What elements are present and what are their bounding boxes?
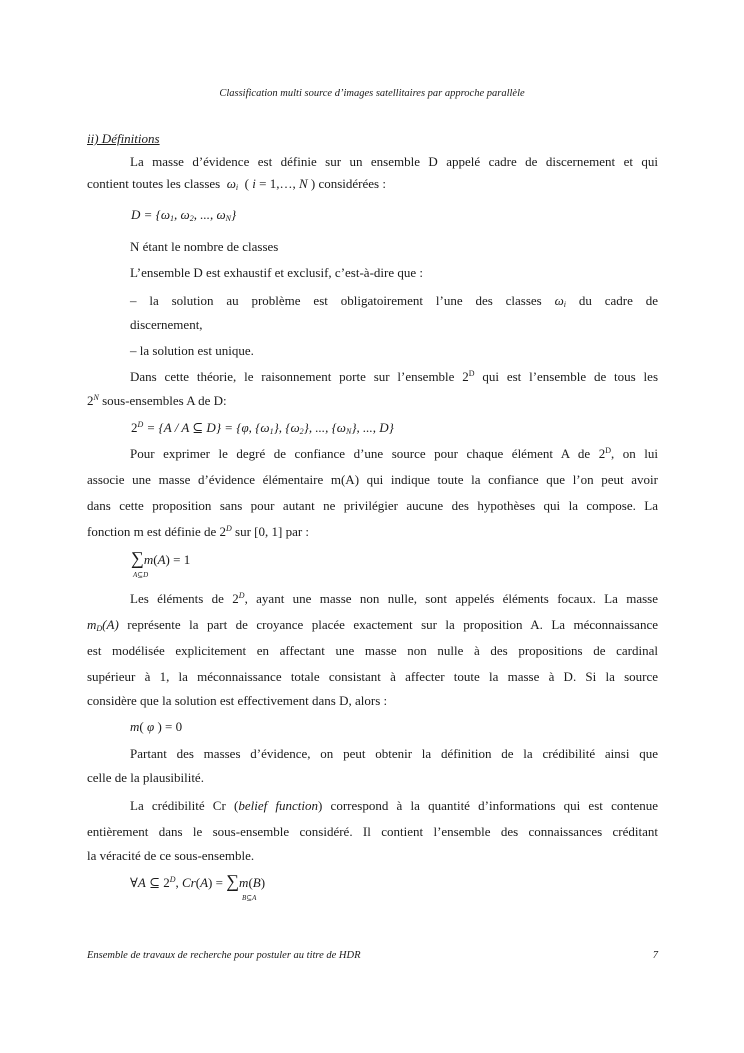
paragraph-4-line-4: supérieur à 1, la méconnaissance totale consistant à affecter toute la masse à D. Si la source bbox=[87, 669, 658, 684]
exhaustive-statement: L’ensemble D est exhaustif et exclusif, c’est-à-dire que : bbox=[130, 265, 423, 280]
running-header: Classification multi source d’images satellitaires par approche parallèle bbox=[219, 88, 525, 99]
paragraph-4-line-1: Les éléments de $2^D$, ayant une masse non nulle, sont appelés éléments focaux. La masse bbox=[130, 591, 658, 606]
equation-empty-set: m( φ ) = 0 bbox=[130, 719, 183, 734]
credibility-sum-subscript: B⊆A bbox=[242, 894, 257, 902]
paragraph-3-line-4: fonction m est définie de $2^D$ sur [0, 1] par : bbox=[87, 524, 310, 539]
paragraph-3-line-3: dans cette proposition sans pour autant ne privilégier aucune des hypothèses qui la compose. La bbox=[87, 498, 658, 513]
paragraph-4-line-3: est modélisée explicitement en affectant une masse non nulle à des propositions de cardinal bbox=[87, 643, 658, 658]
page-number: 7 bbox=[652, 950, 658, 961]
paragraph-1-line-1: La masse d’évidence est définie sur un ensemble D appelé cadre de discernement et qui bbox=[130, 154, 658, 169]
paragraph-2-line-1: Dans cette théorie, le raisonnement porte sur l’ensemble $2^D$ qui est l’ensemble de tous les bbox=[130, 369, 658, 384]
paragraph-6-line-3: la véracité de ce sous-ensemble. bbox=[87, 848, 255, 863]
equation-power-set: $2^D = \{A / A$ ⊆ D} = {φ, $\{\omega_1\}$, $\{\omega_2\}$, ..., $\{\omega_N\}$, ..., D} bbox=[131, 420, 394, 436]
bullet-1-continuation: discernement, bbox=[130, 317, 203, 332]
n-definition: N étant le nombre de classes bbox=[130, 239, 279, 254]
equation-mass-sum: ∑m(A) = 1 bbox=[131, 548, 191, 568]
paragraph-3-line-1: Pour exprimer le degré de confiance d’une source pour chaque élément A de $2^D$, on lui bbox=[130, 446, 658, 461]
paragraph-5-line-2: celle de la plausibilité. bbox=[87, 770, 204, 785]
paragraph-3-line-2: associe une masse d’évidence élémentaire m(A) qui indique toute la confiance que l’on peut avoir bbox=[87, 472, 658, 487]
paragraph-6-line-2: entièrement dans le sous-ensemble considéré. Il contient l’ensemble des connaissances créditant bbox=[87, 824, 658, 839]
sum-subscript: A⊆D bbox=[133, 571, 149, 579]
paragraph-6-line-1: La crédibilité Cr (belief function) correspond à la quantité d’informations qui est contenue bbox=[130, 798, 658, 813]
paragraph-4-line-5: considère que la solution est effectivement dans D, alors : bbox=[87, 693, 388, 708]
equation-credibility: ∀A ⊆ $2^D$, Cr(A) = ∑m(B) bbox=[130, 871, 266, 891]
section-title: ii) Définitions bbox=[87, 131, 160, 146]
paragraph-4-line-2: $m_D(A)$ représente la part de croyance placée exactement sur la proposition A. La méconnaissance bbox=[87, 617, 658, 633]
running-footer: Ensemble de travaux de recherche pour postuler au titre de HDR bbox=[87, 950, 361, 961]
bullet-1: – la solution au problème est obligatoirement l’une des classes $\omega_i$ du cadre de bbox=[130, 293, 658, 309]
bullet-2: – la solution est unique. bbox=[130, 343, 254, 358]
paragraph-5-line-1: Partant des masses d’évidence, on peut obtenir la définition de la crédibilité ainsi que bbox=[130, 746, 658, 761]
paragraph-1-line-2: contient toutes les classes $\omega_i$ ( i = 1,…, N ) considérées : bbox=[87, 176, 386, 192]
equation-frame: $D = \{\omega_1$, $\omega_2$, ..., $\omega_N$} bbox=[131, 207, 237, 223]
paragraph-2-line-2: $2^N$ sous-ensembles A de D: bbox=[87, 393, 227, 408]
